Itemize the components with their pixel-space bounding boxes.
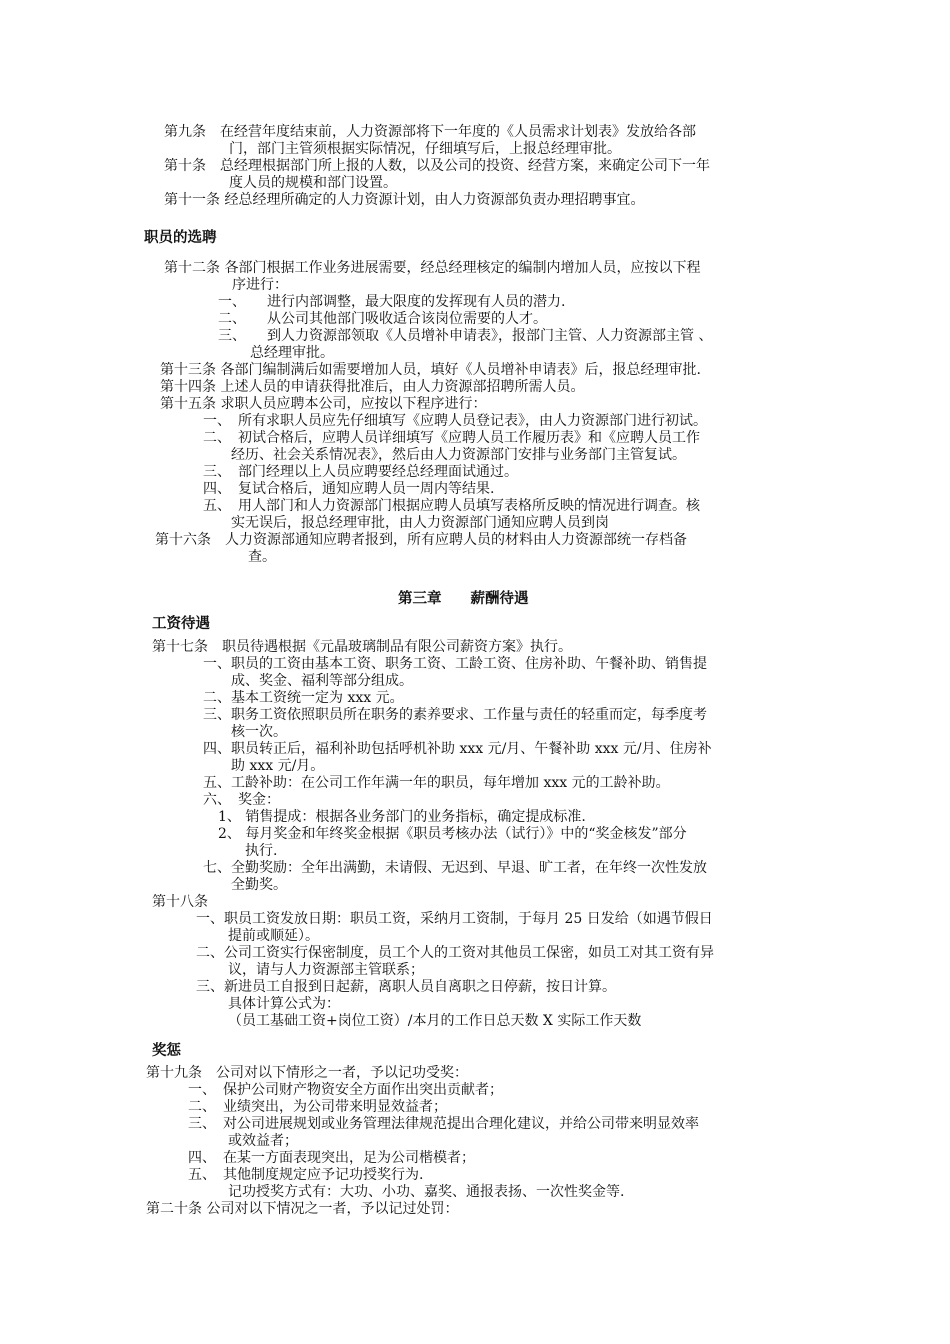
article-18-line-1: 第十八条	[152, 894, 208, 910]
article-17-item-7-cont: 全勤奖。	[231, 877, 287, 893]
article-13-line-1: 第十三条 各部门编制满后如需要增加人员，填好《人员增补申请表》后，报总经理审批.	[160, 362, 701, 378]
article-16-line-1: 第十六条 人力资源部通知应聘者报到，所有应聘人员的材料由人力资源部统一存档备	[155, 532, 687, 548]
article-17-item-2: 二、基本工资统一定为 xxx 元。	[203, 690, 404, 706]
article-10-line-1: 第十条 总经理根据部门所上报的人数，以及公司的投资、经营方案，来确定公司下一年	[164, 158, 710, 174]
article-15-item-4: 四、 复试合格后，通知应聘人员一周内等结果.	[203, 481, 495, 497]
article-15-line-1: 第十五条 求职人员应聘本公司，应按以下程序进行：	[160, 396, 487, 412]
article-19-award-methods: 记功授奖方式有：大功、小功、嘉奖、通报表扬、一次性奖金等.	[228, 1184, 625, 1200]
article-15-item-3: 三、 部门经理以上人员应聘要经总经理面试通过。	[203, 464, 518, 480]
article-12-item-2: 二、 从公司其他部门吸收适合该岗位需要的人才。	[218, 311, 547, 327]
section-heading-rewards: 奖惩	[152, 1043, 181, 1059]
article-19-item-5: 五、 其他制度规定应予记功授奖行为.	[188, 1167, 424, 1183]
chapter-title: 第三章 薪酬待遇	[398, 591, 529, 607]
article-9-line-2: 门，部门主管须根据实际情况，仔细填写后，上报总经理审批。	[229, 141, 621, 157]
article-11-line-1: 第十一条 经总经理所确定的人力资源计划，由人力资源部负责办理招聘事宜。	[164, 192, 645, 208]
article-12-line-2: 序进行：	[232, 277, 288, 293]
article-12-item-3: 三、 到人力资源部领取《人员增补申请表》，报部门主管、人力资源部主管 、	[218, 328, 713, 344]
article-17-item-6: 六、 奖金：	[203, 792, 280, 808]
article-17-item-4-cont: 助 xxx 元/月。	[231, 758, 325, 774]
article-17-item-3: 三、职务工资依照职员所在职务的素养要求、工作量与责任的轻重而定，每季度考	[203, 707, 707, 723]
article-12-line-1: 第十二条 各部门根据工作业务进展需要，经总经理核定的编制内增加人员，应按以下程	[164, 260, 701, 276]
article-18-item-2: 二、公司工资实行保密制度，员工个人的工资对其他员工保密，如员工对其工资有异	[196, 945, 714, 961]
article-17-item-6-sub-1: 1、 销售提成：根据各业务部门的业务指标，确定提成标准.	[218, 809, 586, 825]
article-17-item-1-cont: 成、奖金、福利等部分组成。	[231, 673, 413, 689]
article-17-item-4: 四、职员转正后，福利补助包括呼机补助 xxx 元/月、午餐补助 xxx 元/月、住房补	[203, 741, 712, 757]
article-15-item-5: 五、 用人部门和人力资源部门根据应聘人员填写表格所反映的情况进行调查。核	[203, 498, 700, 514]
article-17-item-5: 五、工龄补助：在公司工作年满一年的职员，每年增加 xxx 元的工龄补助。	[203, 775, 670, 791]
article-19-item-3: 三、 对公司进展规划或业务管理法律规范提出合理化建议，并给公司带来明显效率	[188, 1116, 699, 1132]
article-17-item-1: 一、职员的工资由基本工资、职务工资、工龄工资、住房补助、午餐补助、销售提	[203, 656, 707, 672]
article-19-line-1: 第十九条 公司对以下情形之一者，予以记功受奖：	[146, 1065, 468, 1081]
article-19-item-3-cont: 或效益者；	[228, 1133, 298, 1149]
section-heading-salary: 工资待遇	[152, 616, 210, 632]
article-15-item-1: 一、 所有求职人员应先仔细填写《应聘人员登记表》，由人力资源部门进行初试。	[203, 413, 707, 429]
article-9-line-1: 第九条 在经营年度结束前，人力资源部将下一年度的《人员需求计划表》发放给各部	[164, 124, 696, 140]
article-15-item-2-cont: 经历、社会关系情况表》，然后由人力资源部门安排与业务部门主管复试。	[231, 447, 686, 463]
article-19-item-2: 二、 业绩突出，为公司带来明显效益者；	[188, 1099, 447, 1115]
article-17-item-7: 七、全勤奖励：全年出满勤，未请假、无迟到、早退、旷工者，在年终一次性发放	[203, 860, 707, 876]
section-heading-selection: 职员的选聘	[144, 230, 217, 246]
article-15-item-5-cont: 实无误后，报总经理审批，由人力资源部门通知应聘人员到岗	[231, 515, 609, 531]
article-18-formula-label: 具体计算公式为：	[228, 996, 340, 1012]
article-17-line-1: 第十七条 职员待遇根据《元晶玻璃制品有限公司薪资方案》执行。	[152, 639, 572, 655]
article-18-item-2-cont: 议，请与人力资源部主管联系；	[228, 962, 424, 978]
article-19-item-1: 一、 保护公司财产物资安全方面作出突出贡献者；	[188, 1082, 503, 1098]
article-12-item-1: 一、 进行内部调整，最大限度的发挥现有人员的潜力.	[218, 294, 566, 310]
article-18-formula: （员工基础工资+岗位工资）/本月的工作日总天数 X 实际工作天数	[228, 1013, 642, 1029]
article-14-line-1: 第十四条 上述人员的申请获得批准后，由人力资源部招聘所需人员。	[160, 379, 585, 395]
article-18-item-1-cont: 提前或顺延）。	[228, 928, 319, 944]
article-17-item-6-sub-2-cont: 执行.	[245, 843, 278, 859]
article-18-item-1: 一、职员工资发放日期：职员工资，采纳月工资制，于每月 25 日发给（如遇节假日	[196, 911, 713, 927]
article-18-item-3: 三、新进员工自报到日起薪，离职人员自离职之日停薪，按日计算。	[196, 979, 616, 995]
article-15-item-2: 二、 初试合格后，应聘人员详细填写《应聘人员工作履历表》和《应聘人员工作	[203, 430, 700, 446]
article-19-item-4: 四、 在某一方面表现突出，足为公司楷模者；	[188, 1150, 475, 1166]
article-16-line-2: 查。	[248, 549, 276, 565]
article-20-line-1: 第二十条 公司对以下情况之一者，予以记过处罚：	[146, 1201, 459, 1217]
article-12-item-3-cont: 总经理审批。	[250, 345, 334, 361]
article-17-item-3-cont: 核一次。	[231, 724, 287, 740]
article-17-item-6-sub-2: 2、 每月奖金和年终奖金根据《职员考核办法（试行）》中的“奖金核发”部分	[218, 826, 687, 842]
article-10-line-2: 度人员的规模和部门设置。	[229, 175, 397, 191]
